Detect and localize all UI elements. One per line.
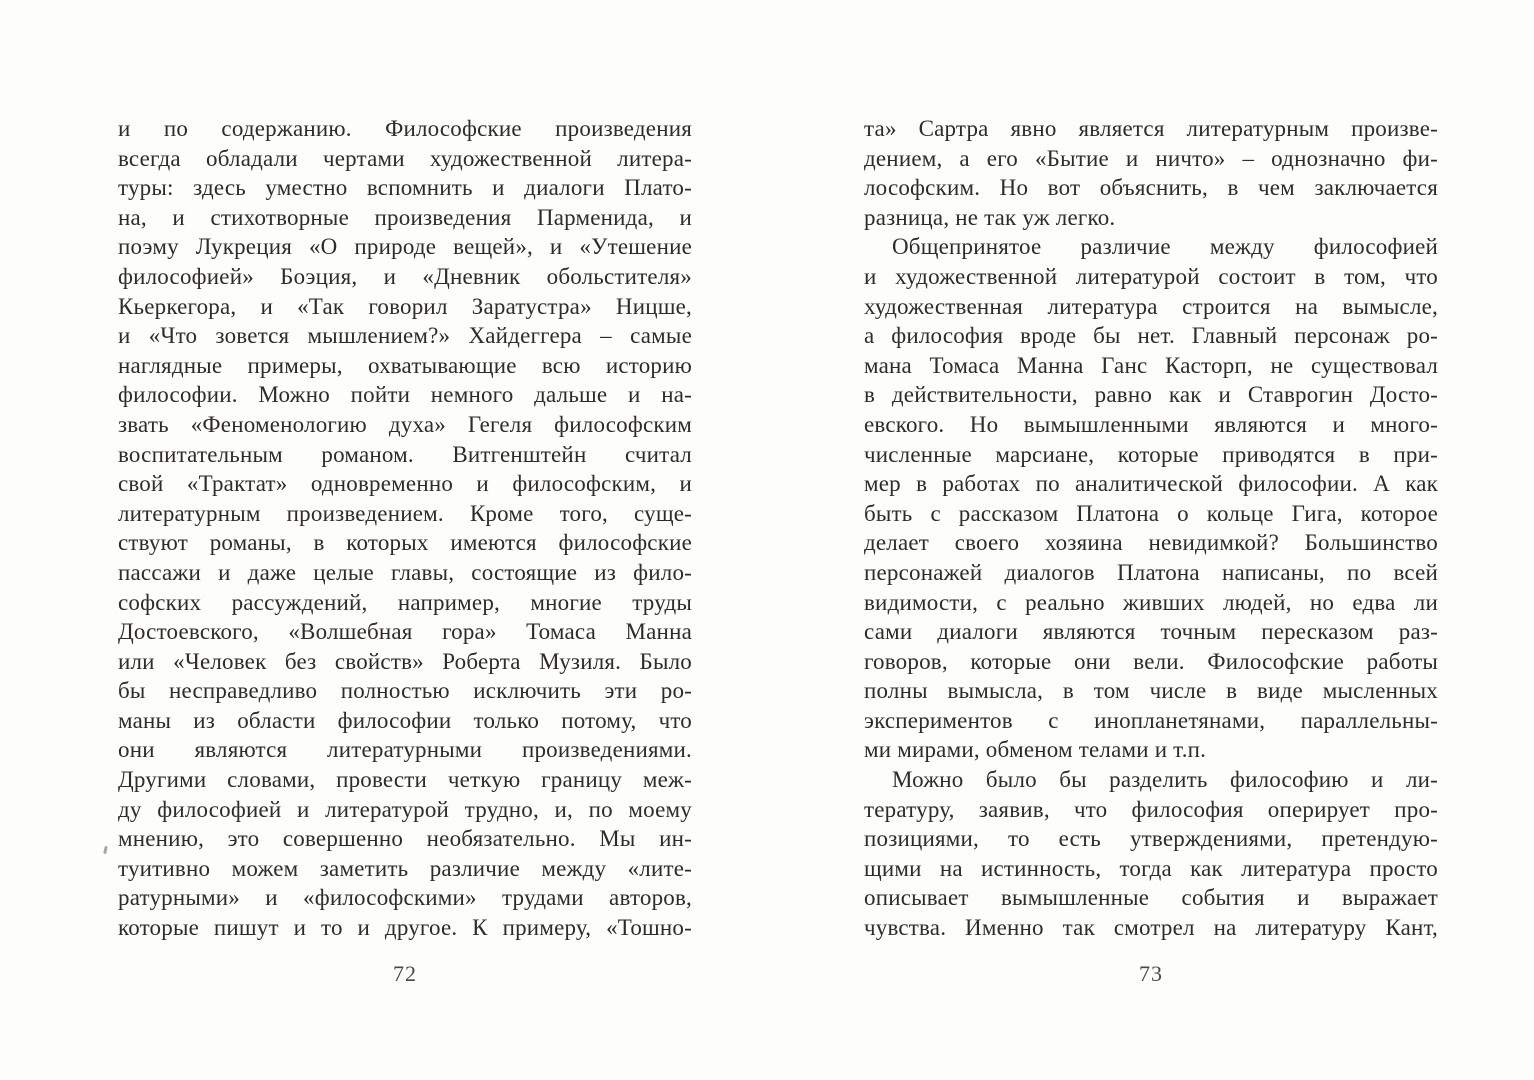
- text-line: наглядные примеры, охватывающие всю историю: [118, 352, 692, 378]
- text-line: быть с рассказом Платона о кольце Гига, которое: [864, 500, 1438, 526]
- text-line: делает своего хозяина невидимкой? Большинство: [864, 530, 1438, 556]
- text-line: софских рассуждений, например, многие труды: [118, 589, 692, 615]
- right-page-number: 73: [1139, 961, 1163, 986]
- text-line: ствуют романы, в которых имеются философские: [118, 530, 692, 556]
- text-line: чувства. Именно так смотрел на литературу Кант,: [864, 915, 1438, 941]
- text-line: которые пишут и то и другое. К примеру, «Тошно-: [118, 915, 692, 941]
- text-line: и художественной литературой состоит в том, что: [864, 263, 1438, 289]
- text-line: Общепринятое различие между философией: [892, 234, 1438, 260]
- text-line: Достоевского, «Волшебная гора» Томаса Манна: [118, 619, 692, 645]
- text-line: на, и стихотворные произведения Парменида, и: [118, 204, 692, 230]
- text-line: звать «Феноменологию духа» Гегеля философским: [118, 411, 692, 437]
- text-line: экспериментов с инопланетянами, параллельны-: [864, 707, 1438, 733]
- text-line: тературу, заявив, что философия оперирует про-: [864, 796, 1438, 822]
- text-line: позициями, то есть утверждениями, претендую-: [864, 826, 1438, 852]
- text-line: ратурными» и «философскими» трудами авторов,: [118, 885, 692, 911]
- text-line: описывает вымышленные события и выражает: [864, 885, 1438, 911]
- text-line: мнению, это совершенно необязательно. Мы ин-: [118, 826, 692, 852]
- text-line: или «Человек без свойств» Роберта Музиля. Было: [118, 648, 692, 674]
- left-page-number: 72: [393, 961, 417, 986]
- text-line: и по содержанию. Философские произведения: [118, 116, 692, 141]
- text-line: философии. Можно пойти немного дальше и на-: [118, 382, 692, 408]
- text-line: персонажей диалогов Платона написаны, по всей: [864, 559, 1438, 585]
- text-line: численные марсиане, которые приводятся в при-: [864, 441, 1438, 467]
- text-line: художественная литература строится на вымысле,: [864, 293, 1438, 319]
- text-line: Кьеркегора, и «Так говорил Заратустра» Ницше,: [118, 293, 692, 319]
- text-line: воспитательным романом. Витгенштейн считал: [118, 441, 692, 467]
- text-line: говоров, которые они вели. Философские работы: [864, 648, 1438, 674]
- text-line: туры: здесь уместно вспомнить и диалоги Плато-: [118, 175, 692, 201]
- text-line: мана Томаса Манна Ганс Касторп, не существовал: [864, 352, 1438, 378]
- text-line: ду философией и литературой трудно, и, по моему: [118, 796, 692, 822]
- text-line: та» Сартра явно является литературным произве-: [864, 116, 1438, 141]
- text-line: Можно было бы разделить философию и ли-: [892, 767, 1438, 793]
- text-line: разница, не так уж легко.: [864, 204, 1116, 230]
- text-line: свой «Трактат» одновременно и философским, и: [118, 471, 692, 497]
- text-line: поэму Лукреция «О природе вещей», и «Утешение: [118, 234, 692, 260]
- text-line: туитивно можем заметить различие между «лите-: [118, 855, 692, 881]
- text-line: и «Что зовется мышлением?» Хайдеггера – самые: [118, 323, 692, 349]
- text-line: в действительности, равно как и Ставрогин Досто-: [864, 382, 1438, 408]
- text-line: они являются литературными произведениями.: [118, 737, 692, 763]
- text-line: бы несправедливо полностью исключить эти ро-: [118, 678, 692, 704]
- left-page-text-column: [118, 114, 692, 943]
- text-line: Другими словами, провести четкую границу меж-: [118, 767, 692, 793]
- text-line: евского. Но вымышленными являются и много-: [864, 411, 1438, 437]
- text-line: всегда обладали чертами художественной литера-: [118, 145, 692, 171]
- text-line: пассажи и даже целые главы, состоящие из фило-: [118, 559, 692, 585]
- text-line: мер в работах по аналитической философии. А как: [864, 471, 1438, 497]
- text-line: маны из области философии только потому, что: [118, 707, 692, 733]
- text-line: а философия вроде бы нет. Главный персонаж ро-: [864, 323, 1438, 349]
- text-line: литературным произведением. Кроме того, суще-: [118, 500, 692, 526]
- text-line: видимости, с реально живших людей, но едва ли: [864, 589, 1438, 615]
- text-line: лософским. Но вот объяснить, в чем заключается: [864, 175, 1438, 201]
- text-line: сами диалоги являются точным пересказом раз-: [864, 619, 1438, 645]
- text-line: полны вымысла, в том числе в виде мысленных: [864, 678, 1438, 704]
- text-line: щими на истинность, тогда как литература просто: [864, 855, 1438, 881]
- text-line: философией» Боэция, и «Дневник обольстителя»: [118, 263, 692, 289]
- right-page-text-column: [864, 114, 1438, 943]
- text-line: дением, а его «Бытие и ничто» – однозначно фи-: [864, 145, 1438, 171]
- scan-speck: [103, 846, 108, 854]
- text-line: ми мирами, обменом телами и т.п.: [864, 737, 1207, 763]
